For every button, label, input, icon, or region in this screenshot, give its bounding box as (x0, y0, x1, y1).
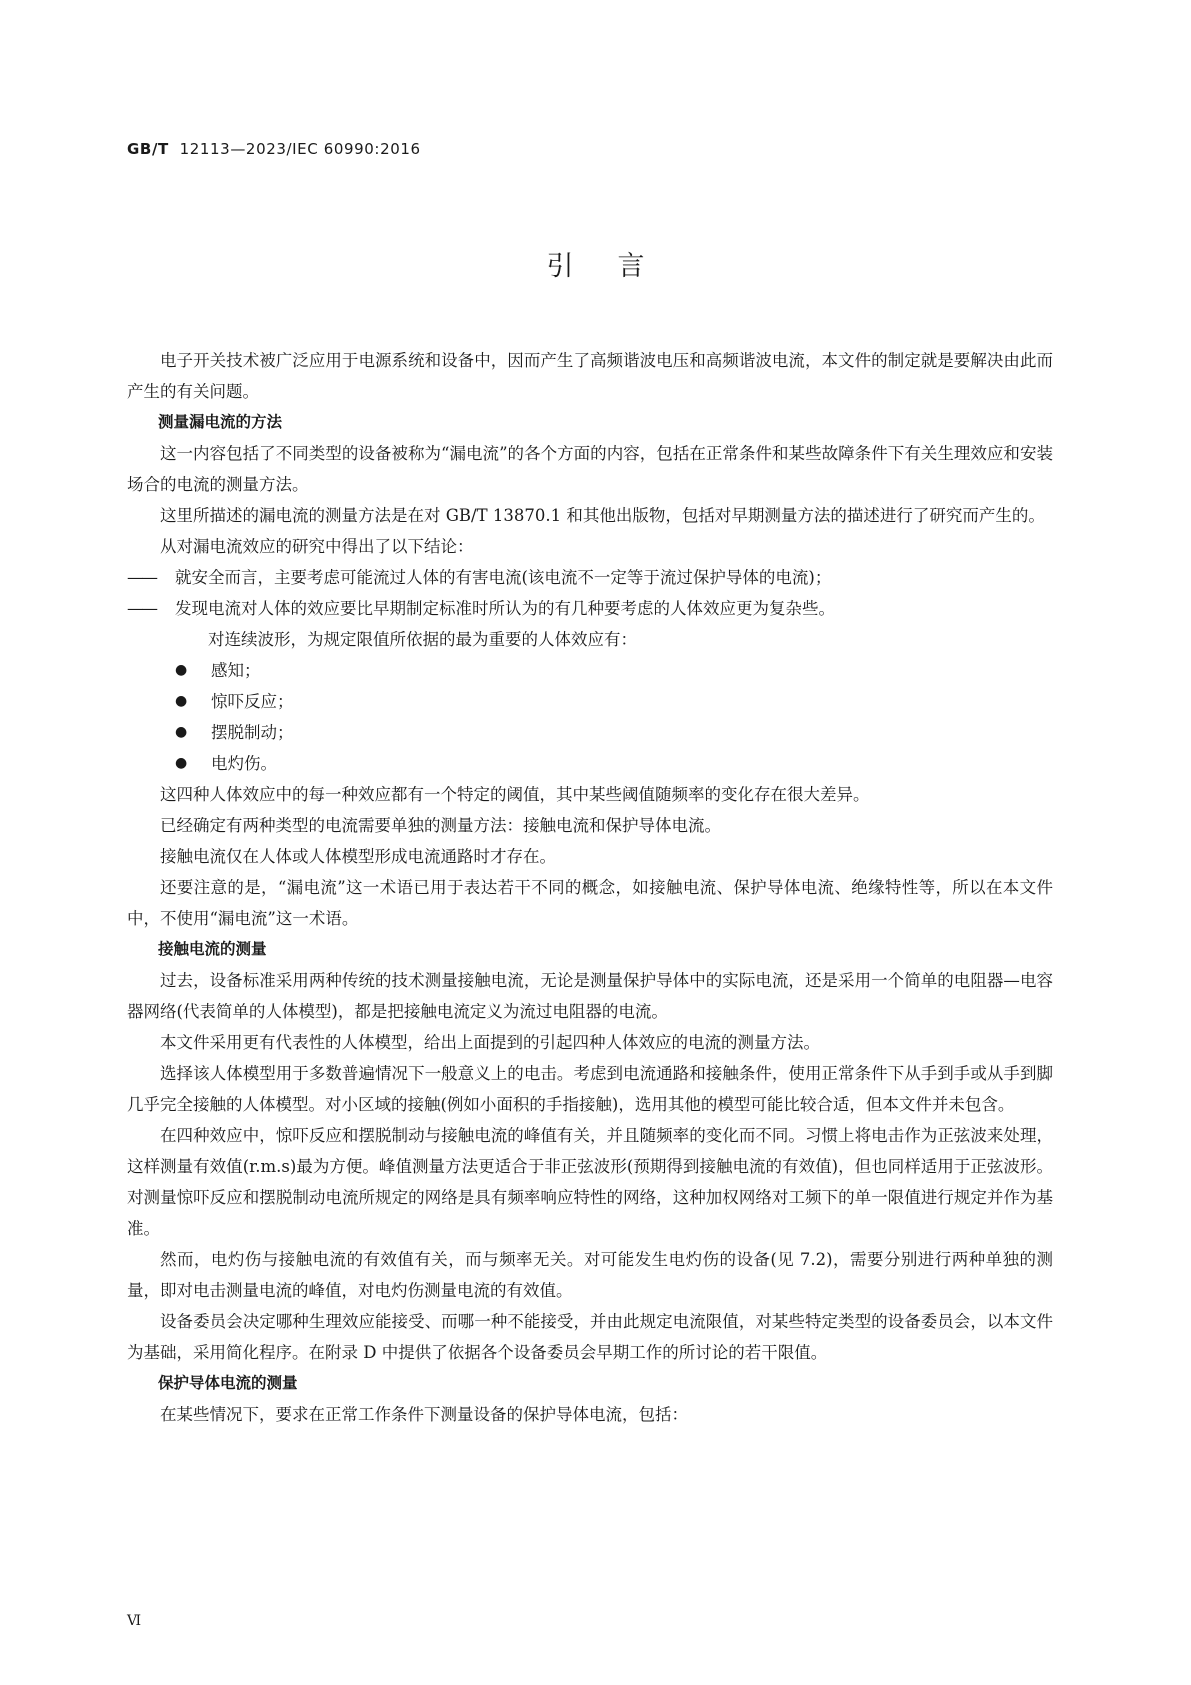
paragraph: 这一内容包括了不同类型的设备被称为“漏电流”的各个方面的内容，包括在正常条件和某些故障条件下有关生理效应和安装场合的电流的测量方法。 (127, 444, 1053, 494)
bullet-text: 惊吓反应； (211, 692, 294, 711)
paragraph: 选择该人体模型用于多数普遍情况下一般意义上的电击。考虑到电流通路和接触条件，使用正常条件下从手到手或从手到脚几乎完全接触的人体模型。对小区域的接触(例如小面积的手指接触)，选用其他的模型可能比较合适，但本文件并未包含。 (127, 1064, 1053, 1114)
section-heading-leakage-measurement: 测量漏电流的方法 (158, 413, 283, 431)
paragraph: 过去，设备标准采用两种传统的技术测量接触电流，无论是测量保护导体中的实际电流，还是采用一个简单的电阻器—电容器网络(代表简单的人体模型)，都是把接触电流定义为流过电阻器的电流。 (127, 971, 1053, 1021)
standard-code: GB/T (127, 140, 169, 158)
paragraph: 在某些情况下，要求在正常工作条件下测量设备的保护导体电流，包括： (160, 1405, 688, 1424)
bullet-icon: ● (175, 724, 188, 740)
bullet-list-item (127, 686, 1053, 717)
paragraph: 在四种效应中，惊吓反应和摆脱制动与接触电流的峰值有关，并且随频率的变化而不同。习惯上将电击作为正弦波来处理，这样测量有效值(r.m.s)最为方便。峰值测量方法更适合于非正弦波形(预期得到接触电流的有效值)，但也同样适用于正弦波形。对测量惊吓反应和摆脱制动电流所规定的网络是具有频率响应特性的网络，这种加权网络对工频下的单一限值进行规定并作为基准。 (127, 1126, 1053, 1238)
paragraph: 这四种人体效应中的每一种效应都有一个特定的阈值，其中某些阈值随频率的变化存在很大差异。 (160, 785, 870, 804)
section-heading-touch-current: 接触电流的测量 (158, 940, 267, 958)
paragraph: 已经确定有两种类型的电流需要单独的测量方法：接触电流和保护导体电流。 (160, 816, 721, 835)
dash-item-text: 发现电流对人体的效应要比早期制定标准时所认为的有几种要考虑的人体效应更为复杂些。 (175, 599, 835, 618)
intro-paragraph: 电子开关技术被广泛应用于电源系统和设备中，因而产生了高频谐波电压和高频谐波电流，本文件的制定就是要解决由此而产生的有关问题。 (127, 351, 1053, 401)
paragraph: 设备委员会决定哪种生理效应能接受、而哪一种不能接受，并由此规定电流限值，对某些特定类型的设备委员会，以本文件为基础，采用简化程序。在附录 D 中提供了依据各个设备委员会早期工作的所讨论的若干限值。 (127, 1312, 1053, 1362)
section-heading-protective-conductor-current: 保护导体电流的测量 (158, 1374, 298, 1392)
bullet-text: 电灼伤。 (211, 754, 277, 773)
paragraph: 接触电流仅在人体或人体模型形成电流通路时才存在。 (160, 847, 556, 866)
page-number: Ⅵ (127, 1613, 142, 1629)
paragraph: 本文件采用更有代表性的人体模型，给出上面提到的引起四种人体效应的电流的测量方法。 (160, 1033, 820, 1052)
dash-item-text: 就安全而言，主要考虑可能流过人体的有害电流(该电流不一定等于流过保护导体的电流)； (175, 568, 832, 587)
bullet-icon: ● (175, 693, 188, 709)
paragraph: 从对漏电流效应的研究中得出了以下结论： (160, 537, 474, 556)
dash-item-continuation: 对连续波形，为规定限值所依据的最为重要的人体效应有： (208, 630, 637, 649)
document-body (127, 345, 1053, 1430)
standard-number: 12113—2023/IEC 60990:2016 (179, 140, 421, 158)
bullet-icon: ● (175, 755, 188, 771)
dash-marker: —— (127, 568, 156, 587)
paragraph: 这里所描述的漏电流的测量方法是在对 GB/T 13870.1 和其他出版物，包括对早期测量方法的描述进行了研究而产生的。 (160, 506, 1045, 525)
bullet-text: 摆脱制动； (211, 723, 294, 742)
bullet-list-item (127, 655, 1053, 686)
bullet-icon: ● (175, 662, 188, 678)
bullet-list-item (127, 748, 1053, 779)
bullet-text: 感知； (211, 661, 261, 680)
dash-marker: —— (127, 599, 156, 618)
standard-number-header (127, 140, 421, 158)
dash-list-item (127, 562, 1053, 593)
dash-list-item (127, 593, 1053, 624)
bullet-list-item (127, 717, 1053, 748)
paragraph: 然而，电灼伤与接触电流的有效值有关，而与频率无关。对可能发生电灼伤的设备(见 7.2)，需要分别进行两种单独的测量，即对电击测量电流的峰值，对电灼伤测量电流的有效值。 (127, 1250, 1053, 1300)
page-title: 引言 (546, 251, 689, 282)
paragraph: 还要注意的是，“漏电流”这一术语已用于表达若干不同的概念，如接触电流、保护导体电流、绝缘特性等，所以在本文件中，不使用“漏电流”这一术语。 (127, 878, 1053, 928)
